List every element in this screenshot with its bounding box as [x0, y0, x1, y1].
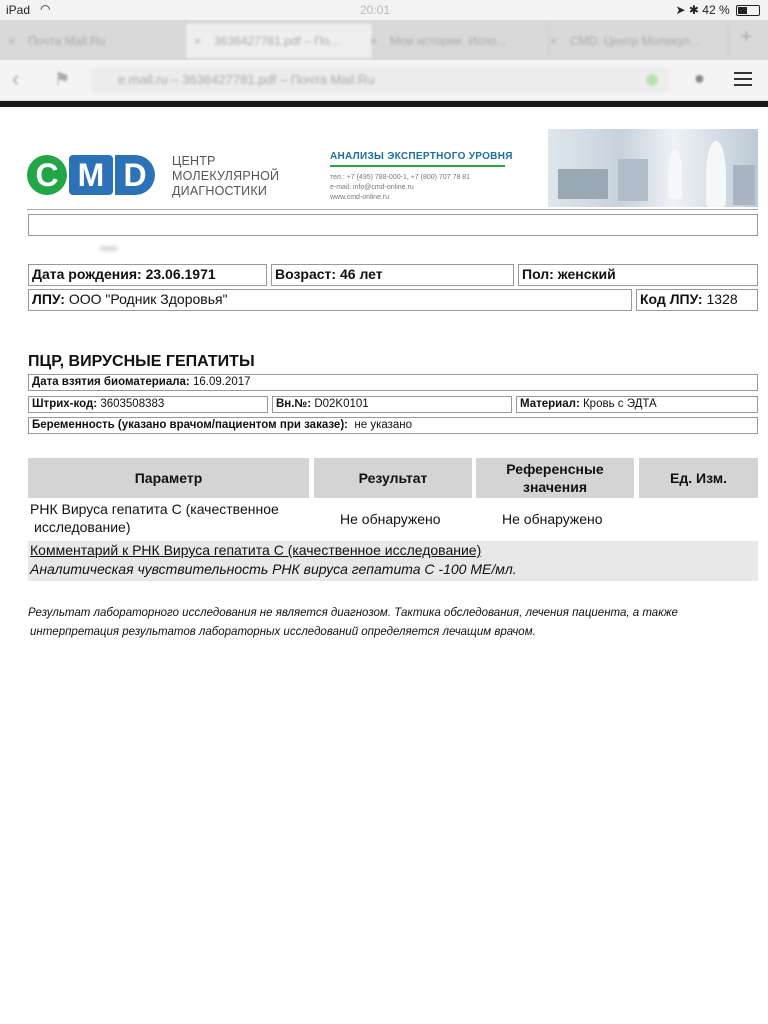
menu-icon[interactable] [734, 68, 752, 90]
close-tab-icon[interactable]: × [194, 34, 202, 48]
cmd-logo [27, 155, 157, 195]
slogan-underline [330, 165, 505, 167]
status-bar [0, 0, 768, 20]
redacted-text: ••••• [100, 244, 118, 255]
section-title: ПЦР, ВИРУСНЫЕ ГЕПАТИТЫ [28, 353, 255, 370]
close-tab-icon[interactable]: × [370, 34, 378, 48]
column-header-parameter: Параметр [28, 458, 309, 498]
table-row-result: Не обнаружено [340, 511, 441, 527]
logo-letter-d: D [115, 155, 155, 195]
close-tab-icon[interactable]: × [8, 34, 16, 48]
microphone-icon[interactable]: ● [694, 68, 705, 88]
age-field: Возраст: 46 лет [271, 264, 514, 286]
birth-date-field: Дата рождения: 23.06.1971 [28, 264, 267, 286]
column-header-result: Результат [314, 458, 472, 498]
secure-indicator-icon [646, 74, 658, 86]
battery-level [738, 7, 747, 14]
patient-name-field-redacted [28, 214, 758, 236]
bluetooth-icon: ✱ [688, 3, 699, 17]
lpu-code-field: Код ЛПУ: 1328 [636, 289, 758, 311]
clock: 20:01 [360, 3, 391, 17]
browser-tab-active[interactable]: × 3636427781.pdf – По... [186, 24, 373, 58]
header-divider [27, 209, 758, 210]
internal-number-field: Вн.№: D02K0101 [272, 396, 512, 413]
table-row-reference: Не обнаружено [502, 511, 603, 527]
material-field: Материал: Кровь с ЭДТА [516, 396, 758, 413]
table-row-parameter: РНК Вируса гепатита С (качественное исследование) [30, 501, 279, 535]
sample-date-field: Дата взятия биоматериала: 16.09.2017 [28, 374, 758, 391]
status-right [675, 3, 760, 17]
pregnancy-field: Беременность (указано врачом/пациентом при заказе): не указано [28, 417, 758, 434]
location-icon: ➤ [675, 3, 686, 17]
contacts [330, 173, 470, 203]
browser-tab[interactable]: × Мои истории. Испо... [362, 24, 549, 58]
laboratory-photo [548, 129, 758, 207]
logo-caption: ЦЕНТР МОЛЕКУЛЯРНОЙ ДИАГНОСТИКИ [172, 154, 280, 198]
address-bar [0, 60, 768, 101]
slogan: АНАЛИЗЫ ЭКСПЕРТНОГО УРОВНЯ [330, 151, 513, 162]
comment-text: Аналитическая чувствительность РНК вируса гепатита С -100 МЕ/мл. [30, 561, 517, 577]
disclaimer: Результат лабораторного исследования не является диагнозом. Тактика обследования, лечения пациента, а также интерпретация результатов лабораторных исследований определяется лечащим врачом. [28, 607, 678, 638]
logo-letter-c: C [27, 155, 67, 195]
browser-tab-bar [0, 20, 768, 60]
contact-email: e-mail: info@cmd-online.ru [330, 184, 414, 191]
wifi-icon: ◠ [40, 2, 51, 16]
share-icon[interactable]: ⚑ [54, 69, 71, 89]
new-tab-button[interactable]: + [740, 26, 752, 48]
pdf-document [0, 107, 768, 1024]
column-header-reference: Референсные значения [476, 458, 634, 498]
lpu-field: ЛПУ: ООО "Родник Здоровья" [28, 289, 632, 311]
comment-title: Комментарий к РНК Вируса гепатита С (качественное исследование) [30, 542, 482, 558]
device-name: iPad [6, 3, 31, 17]
battery-percent: 42 % [702, 3, 730, 17]
url-text: e.mail.ru – 3636427781.pdf – Почта Mail.Ru [118, 72, 375, 87]
contact-phone: тел.: +7 (495) 788-000-1, +7 (800) 707 78 81 [330, 174, 471, 181]
sex-field: Пол: женский [518, 264, 758, 286]
battery-icon [736, 5, 760, 16]
logo-letter-m: M [69, 155, 113, 195]
browser-tab[interactable]: × CMD. Центр Молекул... [542, 24, 729, 58]
url-field[interactable] [90, 67, 670, 93]
column-header-unit: Ед. Изм. [639, 458, 758, 498]
barcode-field: Штрих-код: 3603508383 [28, 396, 268, 413]
close-tab-icon[interactable]: × [550, 34, 558, 48]
back-icon[interactable]: ‹ [12, 66, 20, 91]
browser-tab[interactable]: × Почта Mail.Ru [0, 24, 187, 58]
contact-website: www.cmd-online.ru [330, 194, 390, 201]
